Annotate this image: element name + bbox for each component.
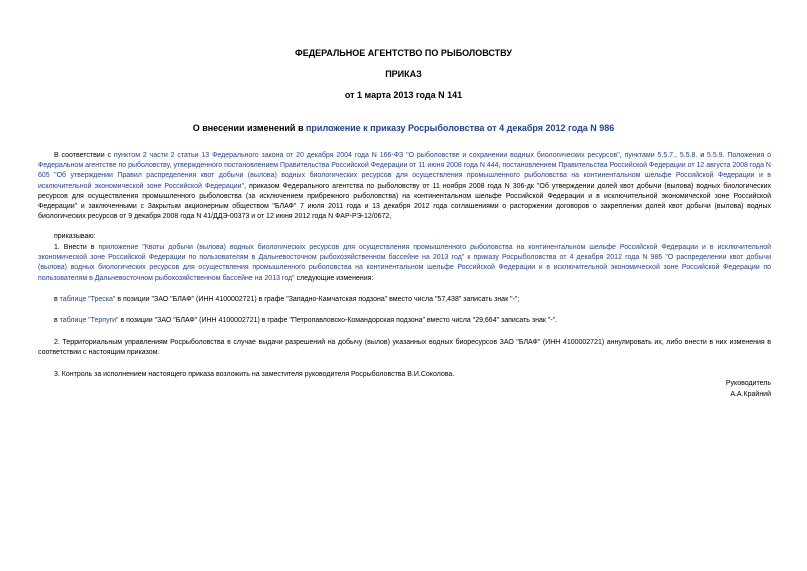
preamble-text-2: , [619, 152, 625, 159]
cod-table-link[interactable]: таблице "Треска" [59, 296, 116, 303]
bullet-2 [38, 316, 771, 326]
points-link[interactable]: пунктами 5.5.7., 5.5.8. [624, 152, 698, 159]
appendix-link[interactable]: приложение "Квоты добычи (вылова) водных биологических ресурсов для осуществления промышленного рыболовства на континентальном шельфе Российской Федерации и в исключительной экономической зоне Российской Федерации по пользователям в Дальневосточном рыбохозяйственном бассейне на 2013 год" к приказу Росрыболовства от 4 декабря 2012 года N 986 "О распределении квот добычи (вылова) водных биологических ресурсов для осуществления промышленного рыболовства на континентальном шельфе Российской Федерации и в исключительной экономической зоне Российской Федерации по пользователям в Дальневосточном рыбохозяйственном бассейне на 2013 год" [38, 244, 772, 282]
item1-text-2: следующие изменения: [294, 274, 374, 282]
doc-type-heading: ПРИКАЗ [385, 69, 422, 79]
subject-link[interactable]: приложение к приказу Росрыболовства от 4 декабря 2012 года N 986 [305, 123, 615, 133]
preamble-text-5: , приказом Федерального агентства по рыболовству от 11 ноября 2008 года N 306-дк "Об утверждении долей квот добычи (вылова) водных биологических ресурсов для осуществления промышленного рыболовства (за исключением прибрежного рыболовства) на континентальном шельфе Российской Федерации и в исключительной экономической зоне Российской Федерации" и заключенными с Закрытым акционерным обществом "БЛАФ" 7 июля 2011 года и 13 декабря 2012 года соглашениями о расторжении договоров о закреплении долей квот добычи (вылова) водных биологических ресурсов от 9 декабря 2008 года N 41/ДДЭ-00373 и от 12 июня 2012 года N ФАР-РЭ-12/0672, [38, 182, 771, 221]
law-link[interactable]: пунктом 2 части 2 статьи 13 Федерального закона от 20 декабря 2004 года N 166-ФЗ "О рыболовстве и сохранении водных биологических ресурсов" [113, 152, 620, 159]
bullet1-text-2: в позиции "ЗАО "БЛАФ" (ИНН 4100002721) в графе "Западно-Камчатская подзона" вместо числа "57,438" записать знак "-"; [115, 296, 520, 303]
greenling-table-link[interactable]: таблице "Терпуги" [59, 317, 119, 324]
bullet2-text-2: в позиции "ЗАО "БЛАФ" (ИНН 4100002721) в графе "Петропавловско-Командорская подзона" вместо числа "29,664" записать знак "-". [118, 317, 558, 324]
item1-text-1: 1. Внести в [54, 244, 99, 251]
subject-prefix: О внесении изменений в [192, 123, 306, 133]
date-number-heading: от 1 марта 2013 года N 141 [344, 90, 463, 100]
signature-title: Руководитель [725, 380, 771, 387]
preamble-text-3: и [697, 152, 707, 159]
bullet1-text-1: в [54, 296, 60, 303]
agency-heading: ФЕДЕРАЛЬНОЕ АГЕНТСТВО ПО РЫБОЛОВСТВУ [295, 48, 512, 58]
preamble [38, 151, 771, 222]
resolution-link[interactable]: постановлением Правительства Российской Федерации от 12 августа 2008 года N 605 "Об утверждении Правил распределения квот добычи (вылова) водных биологических ресурсов для осуществления промышленного рыболовства на континентальном шельфе Российской Федерации и в исключительной экономической зоне Российской Федерации" [38, 162, 771, 190]
item3-text: 3. Контроль за исполнением настоящего приказа возложить на заместителя руководителя Росрыболовства В.И.Соколова. [54, 371, 455, 378]
preamble-text-4: , [498, 162, 503, 170]
order-word: приказываю: [54, 233, 96, 240]
regulation-link[interactable]: 5.5.9. Положения о Федеральном агентстве по рыболовству, утвержденного постановлением Правительства Российской Федерации от 11 июня 2008 года N 444 [38, 152, 772, 170]
bullet-1 [38, 295, 771, 305]
item-1 [38, 243, 771, 284]
signature-name: А.А.Крайний [730, 391, 771, 398]
preamble-text-1: В соответствии с [54, 152, 114, 159]
item2-text: 2. Территориальным управлениям Росрыболовства в случае выдачи разрешений на добычу (вылов) указанных водных биоресурсов ЗАО "БЛАФ" (ИНН 4100002721) аннулировать их, либо внести в них изменения в соответствии с настоящим приказом. [38, 339, 771, 357]
item-2 [38, 338, 771, 358]
subject-heading [0, 123, 807, 133]
bullet2-text-1: в [54, 317, 60, 324]
